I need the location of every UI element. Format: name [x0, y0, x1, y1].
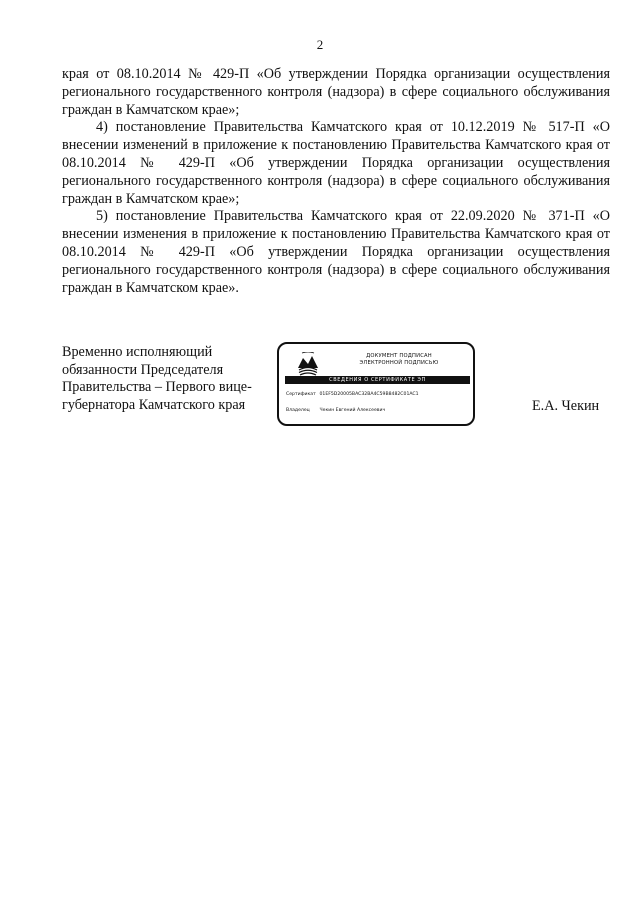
- stamp-owner-value: Чекин Евгений Алексеевич: [319, 408, 386, 413]
- document-body: [62, 66, 610, 297]
- paragraph: края от 08.10.2014 № 429-П «Об утверждении Порядка организации осуществления регионального государственного контроля (надзора) в сфере социального обслуживания граждан в Камчатском крае»;: [62, 66, 610, 118]
- stamp-certificate-header: СВЕДЕНИЯ О СЕРТИФИКАТЕ ЭП: [285, 376, 470, 384]
- page-number: 2: [316, 37, 324, 52]
- stamp-certificate-row: [286, 392, 419, 398]
- kamchatka-emblem-icon: [296, 352, 320, 378]
- paragraph: 5) постановление Правительства Камчатского края от 22.09.2020 № 371-П «О внесении изменения в приложение к постановлению Правительства Камчатского края от 08.10.2014 № 429-П «Об утверждении Порядка организации осуществления регионального государственного контроля (надзора) в сфере социального обслуживания граждан в Камчатском крае».: [62, 208, 610, 296]
- signer-title-line: Правительства – Первого вице-: [62, 379, 252, 396]
- stamp-cert-value: 01EF5D20005BAC32BA4C59B8482C01AC1: [319, 392, 419, 397]
- stamp-owner-row: [286, 408, 385, 414]
- signer-title-line: губернатора Камчатского края: [62, 396, 246, 413]
- stamp-cert-label: Сертификат: [286, 392, 316, 397]
- electronic-signature-stamp: [277, 342, 475, 426]
- signer-name: Е.А. Чекин: [532, 398, 600, 414]
- stamp-title: [329, 353, 469, 367]
- paragraph: 4) постановление Правительства Камчатского края от 10.12.2019 № 517-П «О внесении изменений в приложение к постановлению Правительства Камчатского края от 08.10.2014 № 429-П «Об утверждении Порядка организации осуществления регионального государственного контроля (надзора) в сфере социального обслуживания граждан в Камчатском крае»;: [62, 119, 610, 207]
- stamp-title-line: ДОКУМЕНТ ПОДПИСАН: [366, 353, 432, 359]
- signer-title-line: обязанности Председателя: [62, 361, 224, 378]
- signer-title-line: Временно исполняющий: [62, 344, 213, 360]
- stamp-owner-label: Владелец: [286, 408, 310, 413]
- signer-title: [62, 344, 277, 414]
- stamp-title-line: ЭЛЕКТРОННОЙ ПОДПИСЬЮ: [359, 360, 439, 366]
